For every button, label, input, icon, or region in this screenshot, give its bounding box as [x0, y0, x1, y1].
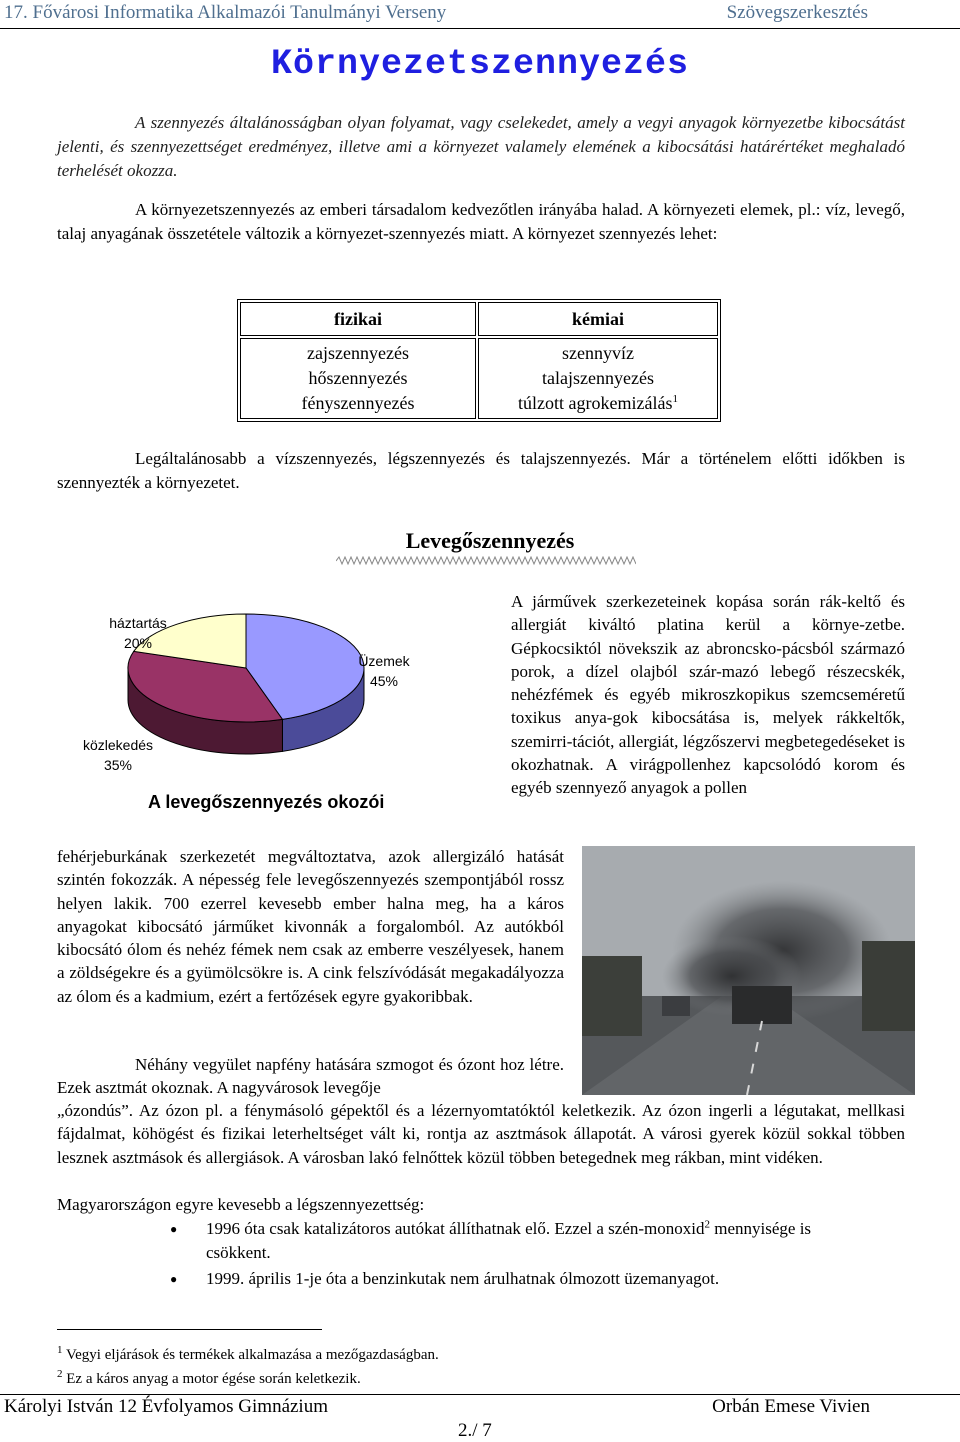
footnote-ref[interactable]: 1 — [672, 393, 678, 405]
health-paragraph: fehérjeburkának szerkezetét megváltoztatva, azok allergizáló hatását szintén fokozzák. A népesség fele levegőszennyezés szempontjából rossz helyen lakik. 700 ezerrel kevesebb ember halna meg, ha a káros anyagokat kibocsátó járműket kivonnák a forgalomból. Az autókból kibocsátó ólom és nehéz fémek nem csak az emberre veszélyesek, hanem a zöldségekre és a gyümölcsökre is. A cink felszívódását megakadályozza az ólom és a kadmium, ezért a fertőzések egyre gyakoribbak. — [57, 847, 564, 1006]
footer-left: Károlyi István 12 Évfolyamos Gimnázium — [4, 1396, 328, 1417]
list-item: talajszennyezés — [542, 368, 654, 388]
list-item — [152, 1217, 832, 1265]
list-item: hőszennyezés — [308, 368, 408, 388]
table-cell-physical — [240, 338, 476, 419]
smog-paragraph-rest: „ózondús”. Az ózon pl. a fénymásoló gépektől és a lézernyomtatóktól keletkezik. Az ózon ingerli a légutakat, mellkasi fájdalmat, köhögést és fizikai leterheltséget vált ki, rontja az asztmások állapotát. A városi gyerek közül sokkal többen lesznek asztmások és allergiások. A városban lakó felnőttek közül többen betegednek meg rákban, mint vidéken. — [57, 1101, 905, 1167]
pollution-types-paragraph: A környezetszennyezés az emberi társadalom kedvezőtlen irányába halad. A környezeti elemek, pl.: víz, levegő, talaj anyagának összetétele változik a környezet-szennyezés miatt. A környezet szennyezés lehet: — [57, 200, 905, 243]
list-item-text: 1996 óta csak katalizátoros autókat állíthatnak elő. Ezzel a szén-monoxid — [206, 1219, 705, 1238]
section-title: Levegőszennyezés — [405, 528, 575, 553]
table-cell-chemical — [478, 338, 718, 419]
pollution-types-table — [237, 299, 721, 422]
list-item: fényszennyezés — [301, 393, 415, 413]
table-header-chemical: kémiai — [478, 302, 718, 336]
chart-label-name: Üzemek — [358, 653, 410, 669]
footnote-number: 2 — [57, 1368, 63, 1380]
hungary-line: Magyarországon egyre kevesebb a légszennyezettség: — [57, 1195, 425, 1214]
chart-label-factories — [348, 651, 420, 691]
smog-paragraph-start: Néhány vegyület napfény hatására szmogot és ózont hoz létre. Ezek asztmát okoznak. A nagyvárosok levegője — [57, 1055, 564, 1098]
general-paragraph: Legáltalánosabb a vízszennyezés, légszennyezés és talajszennyezés. Már a történelem előtti időkben is szennyezték a környezetet. — [57, 449, 905, 492]
footnote-1 — [57, 1343, 439, 1367]
chart-label-name: közlekedés — [82, 737, 154, 753]
page-number: 2./ 7 — [458, 1420, 492, 1441]
chart-label-traffic — [72, 735, 164, 775]
chart-label-value: 20% — [123, 635, 153, 651]
list-item — [483, 391, 713, 416]
chart-label-name: háztartás — [109, 615, 167, 631]
chart-label-value: 45% — [369, 673, 399, 689]
chart-label-value: 35% — [103, 757, 133, 773]
smog-photo — [582, 846, 915, 1095]
chart-title: A levegőszennyezés okozói — [148, 792, 385, 812]
vehicle-paragraph: A járművek szerkezeteinek kopása során rák-keltő és allergiát kiváltó platina kerül a környe-zetbe. Gépkocsiktól növekszik az abroncsko-pácsból származó porok, a dízel olajból szár-mazó lebegő részecskék, nehézfémek és egyéb mikroszkopikus szemcseméretű toxikus anya-gok kibocsátása is, melyek rákkeltők, szemirri-tációt, allergiát, légzőszervi megbetegedéseket is okozhatnak. A virágpollenhez kapcsolódó korom és egyéb szennyező anyagok a pollen — [511, 592, 905, 798]
list-item-text: túlzott agrokemizálás — [518, 393, 673, 413]
list-item — [152, 1267, 832, 1291]
footnote-text: Ez a káros anyag a motor égése során keletkezik. — [66, 1371, 361, 1387]
wavy-underline — [336, 556, 636, 566]
footnote-2 — [57, 1367, 361, 1391]
header-left: 17. Fővárosi Informatika Alkalmazói Tanulmányi Verseny — [4, 2, 447, 23]
footnote-ref[interactable]: 2 — [704, 1218, 710, 1231]
footnote-rule — [57, 1329, 322, 1330]
footer-right: Orbán Emese Vivien — [712, 1396, 870, 1417]
footer-rule — [0, 1394, 960, 1395]
footnote-text: Vegyi eljárások és termékek alkalmazása a mezőgazdaságban. — [65, 1347, 439, 1363]
list-item: zajszennyezés — [307, 343, 409, 363]
page-title: Környezetszennyezés — [270, 44, 690, 84]
chart-label-household — [100, 613, 176, 653]
header-right: Szövegszerkesztés — [726, 2, 868, 23]
table-header-physical: fizikai — [240, 302, 476, 336]
traffic-smoke-image — [582, 846, 915, 1095]
header-rule — [0, 28, 960, 29]
measures-list — [152, 1217, 832, 1291]
intro-paragraph: A szennyezés általánosságban olyan folyamat, vagy cselekedet, amely a vegyi anyagok környezetbe kibocsátást jelenti, és szennyezettséget eredményez, illetve ami a környezet valamely elemének a kibocsátási határértéket meghaladó terhelését okozza. — [57, 113, 905, 180]
list-item: szennyvíz — [562, 343, 634, 363]
list-item-text: mennyisége is csökkent. — [206, 1219, 812, 1262]
list-item-text: 1999. április 1-je óta a benzinkutak nem árulhatnak ólmozott üzemanyagot. — [206, 1269, 720, 1288]
footnote-number: 1 — [57, 1344, 63, 1356]
